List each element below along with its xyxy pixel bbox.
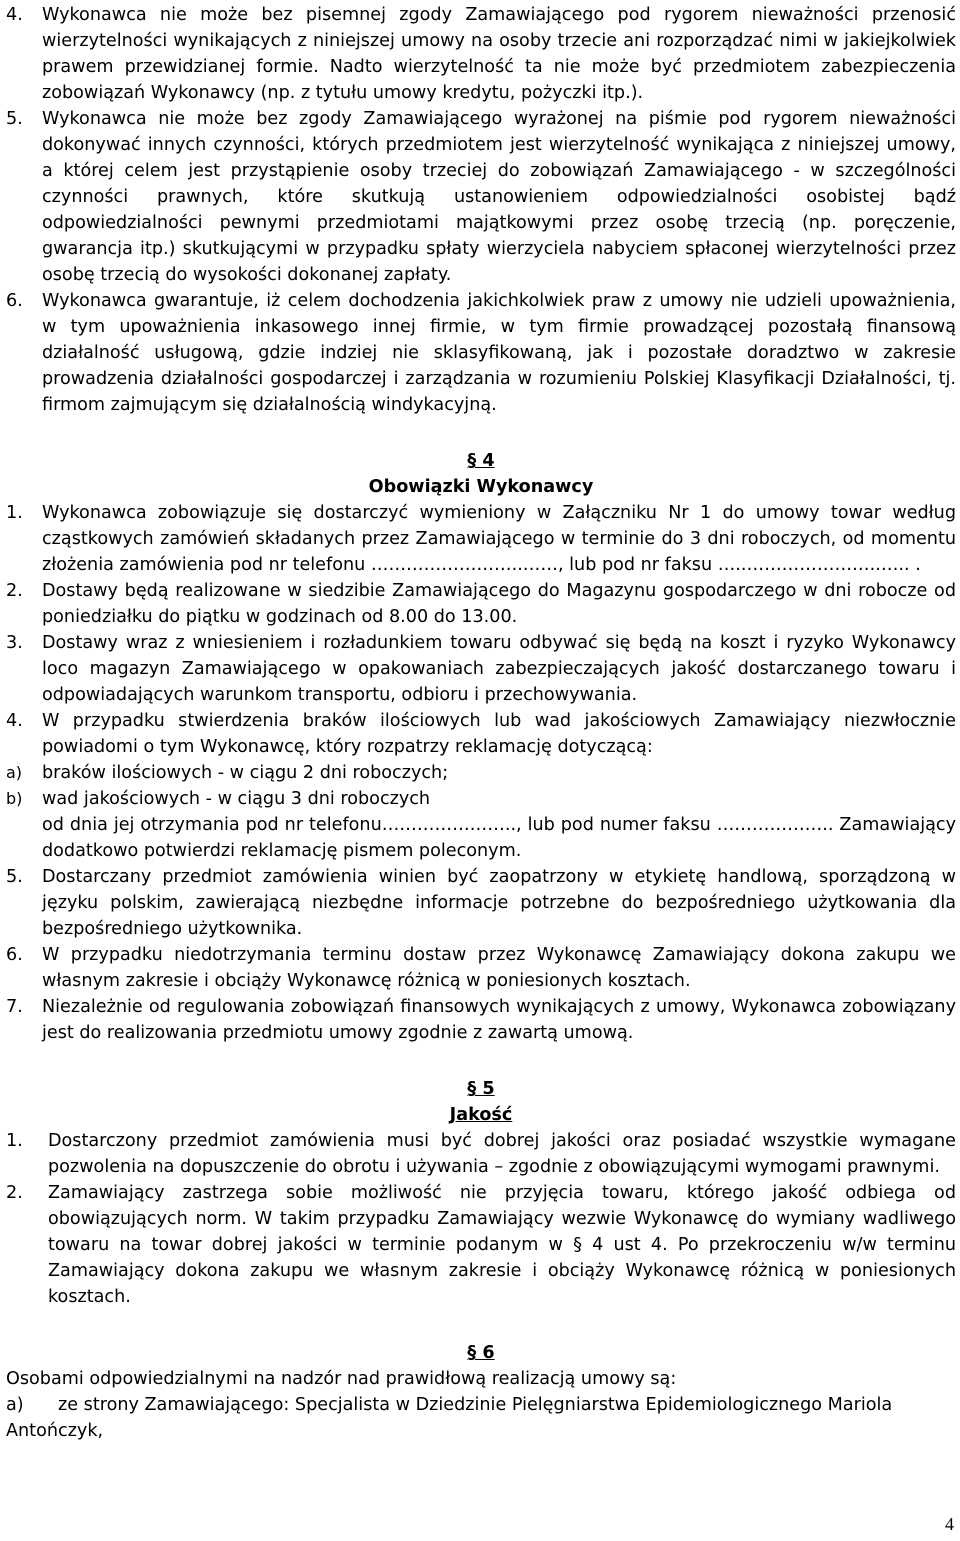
clause-4-2 xyxy=(6,578,956,630)
clause-4-7 xyxy=(6,994,956,1046)
clause-5-1 xyxy=(6,1128,956,1180)
sub-letter: a) xyxy=(6,1395,24,1415)
section-4-symbol: § 4 xyxy=(467,451,495,471)
sub-text: braków ilościowych - w ciągu 2 dni roboczych; xyxy=(42,763,449,783)
section-5-list xyxy=(6,1128,956,1310)
section-6-symbol: § 6 xyxy=(467,1343,495,1363)
clause-4-4 xyxy=(6,708,956,760)
clause-text: Wykonawca zobowiązuje się dostarczyć wymieniony w Załączniku Nr 1 do umowy towar według cząstkowych zamówień składanych przez Zamawiającego w terminie do 3 dni roboczych, od momentu złożenia zamówienia pod nr telefonu ……………………..……, lub pod nr faksu …..…………………..….. . xyxy=(42,503,956,575)
clause-6-a xyxy=(6,1392,956,1418)
page-number: 4 xyxy=(945,1514,954,1534)
sub-letter: a) xyxy=(6,763,23,782)
clause-number: 1. xyxy=(6,503,23,523)
clause-3-5 xyxy=(6,106,956,288)
sub-text: wad jakościowych - w ciągu 3 dni roboczych xyxy=(42,789,431,809)
clause-text: Dostawy będą realizowane w siedzibie Zamawiającego do Magazynu gospodarczego w dni robocze od poniedziałku do piątku w godzinach od 8.00 do 13.00. xyxy=(42,581,956,627)
section-4-title: Obowiązki Wykonawcy xyxy=(368,477,594,497)
clause-number: 3. xyxy=(6,633,23,653)
clause-number: 4. xyxy=(6,711,23,731)
clause-number: 7. xyxy=(6,997,23,1017)
clause-text: Wykonawca nie może bez zgody Zamawiającego wyrażonej na piśmie pod rygorem nieważności dokonywać innych czynności, których przedmiotem jest wierzytelność wynikająca z niniejszej umowy, a której celem jest przystąpienie osoby trzeciej do zobowiązań Zamawiającego - w szczególności czynności prawnych, które skutkują ustanowieniem odpowiedzialności osobistej bądź odpowiedzialności pewnymi przedmiotami majątkowymi przez osobę trzecią (np. poręczenie, gwarancja itp.) skutkującymi w przypadku spłaty wierzyciela nabyciem spłaconej wierzytelności przez osobę trzecią do wysokości dokonanej zapłaty. xyxy=(42,109,956,285)
clause-number: 5. xyxy=(6,867,23,887)
sub-text: ze strony Zamawiającego: Specjalista w Dziedzinie Pielęgniarstwa Epidemiologicznego Mariola xyxy=(58,1395,893,1415)
clause-text: Niezależnie od regulowania zobowiązań finansowych wynikających z umowy, Wykonawca zobowiązany jest do realizowania przedmiotu umowy zgodnie z zawartą umową. xyxy=(42,997,956,1043)
clause-number: 2. xyxy=(6,1183,23,1203)
section-5-title: Jakość xyxy=(449,1105,513,1125)
clause-3-4 xyxy=(6,2,956,106)
clause-text: Zamawiający zastrzega sobie możliwość nie przyjęcia towaru, którego jakość odbiega od obowiązujących norm. W takim przypadku Zamawiający wezwie Wykonawcę do wymiany wadliwego towaru na towar dobrej jakości w terminie podanym w § 4 ust 4. Po przekroczeniu w/w terminu Zamawiający dokona zakupu we własnym zakresie i obciąży Wykonawcę różnicą w poniesionych kosztach. xyxy=(48,1183,956,1307)
clause-6-a-cont: Antończyk, xyxy=(6,1421,104,1441)
clause-number: 4. xyxy=(6,5,23,25)
section-6-intro: Osobami odpowiedzialnymi na nadzór nad prawidłową realizacją umowy są: xyxy=(6,1369,677,1389)
clause-number: 6. xyxy=(6,945,23,965)
clause-4-3 xyxy=(6,630,956,708)
clause-text: Dostawy wraz z wniesieniem i rozładunkiem towaru odbywać się będą na koszt i ryzyko Wykonawcy loco magazyn Zamawiającego w opakowaniach zabezpieczających jakość dostarczanego towaru i odpowiadających warunkom transportu, odbioru i przechowywania. xyxy=(42,633,956,705)
sub-letter: b) xyxy=(6,789,23,808)
clause-number: 2. xyxy=(6,581,23,601)
clause-4-4-a xyxy=(6,760,956,786)
clause-3-6 xyxy=(6,288,956,418)
clause-5-2 xyxy=(6,1180,956,1310)
clause-4-1 xyxy=(6,500,956,578)
clause-text: Dostarczony przedmiot zamówienia musi być dobrej jakości oraz posiadać wszystkie wymagane pozwolenia na dopuszczenie do obrotu i używania – zgodnie z obowiązującymi wymogami prawnymi. xyxy=(48,1131,956,1177)
clause-text: Dostarczany przedmiot zamówienia winien być zaopatrzony w etykietę handlową, sporządzoną w języku polskim, zawierającą niezbędne informacje potrzebne do bezpośredniego użytkowania dla bezpośredniego użytkownika. xyxy=(42,867,956,939)
clause-4-6 xyxy=(6,942,956,994)
clause-number: 5. xyxy=(6,109,23,129)
document-page xyxy=(6,2,956,1444)
section-5-symbol: § 5 xyxy=(467,1079,495,1099)
clause-text: W przypadku niedotrzymania terminu dostaw przez Wykonawcę Zamawiający dokona zakupu we własnym zakresie i obciąży Wykonawcę różnicą w poniesionych kosztach. xyxy=(42,945,956,991)
clause-text: Wykonawca gwarantuje, iż celem dochodzenia jakichkolwiek praw z umowy nie udzieli upoważnienia, w tym upoważnienia inkasowego innej firmie, w tym firmie prowadzącej pozostałą finansową działalność usługową, gdzie indziej nie sklasyfikowaną, jak i pozostałe doradztwo w zakresie prowadzenia działalności gospodarczej i zarządzania w rozumieniu Polskiej Klasyfikacji Działalności, tj. firmom zajmującym się działalnością windykacyjną. xyxy=(42,291,956,415)
clause-number: 6. xyxy=(6,291,23,311)
clause-4-4-tail: od dnia jej otrzymania pod nr telefonu………………….., lub pod numer faksu ……………….. Zamawiający dodatkowo potwierdzi reklamację pismem poleconym. xyxy=(42,815,956,861)
clause-text: Wykonawca nie może bez pisemnej zgody Zamawiającego pod rygorem nieważności przenosić wierzytelności wynikających z niniejszej umowy na osoby trzecie ani rozporządzać nimi w jakiejkolwiek prawem przewidzianej formie. Nadto wierzytelność ta nie może być przedmiotem zabezpieczenia zobowiązań Wykonawcy (np. z tytułu umowy kredytu, pożyczki itp.). xyxy=(42,5,956,103)
clause-4-5 xyxy=(6,864,956,942)
clause-4-4-b xyxy=(6,786,956,812)
clause-number: 1. xyxy=(6,1131,23,1151)
clause-text: W przypadku stwierdzenia braków ilościowych lub wad jakościowych Zamawiający niezwłocznie powiadomi o tym Wykonawcę, który rozpatrzy reklamację dotyczącą: xyxy=(42,711,956,757)
